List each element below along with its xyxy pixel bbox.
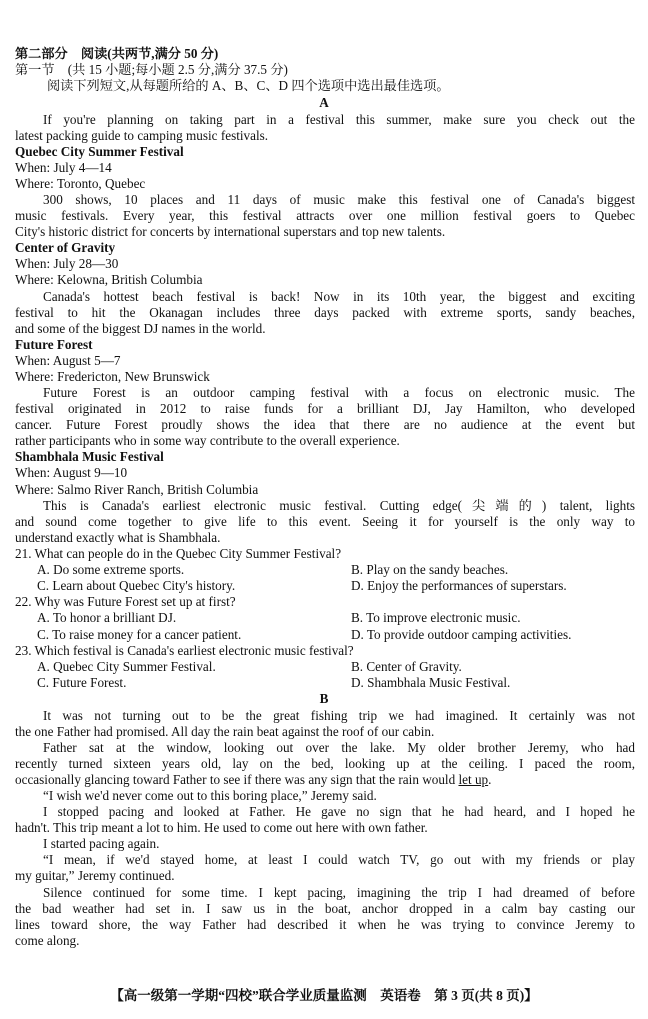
passage-b-line: the one Father had promised. All day the rain beat against the roof of our cabin. <box>15 724 435 739</box>
festival-when: When: August 5—7 <box>15 353 121 368</box>
passage-b-line: I stopped pacing and looked at Father. He gave no sign that he had heard, and I hoped he <box>43 804 635 819</box>
festival-body-line: festival originated in 2012 to raise funds for a brilliant DJ, Jay Hamilton, who developed <box>15 401 635 416</box>
festival-body-line: City's historic district for concerts by international superstars and top new talents. <box>15 224 446 239</box>
festival-when: When: July 4—14 <box>15 160 112 175</box>
passage-b-line: Father sat at the window, looking out over the lake. My older brother Jeremy, who had <box>43 740 635 755</box>
page-footer: 【高一级第一学期“四校”联合学业质量监测 英语卷 第 3 页(共 8 页)】 <box>110 988 538 1003</box>
answer-option: B. Center of Gravity. <box>351 659 462 674</box>
festival-name: Shambhala Music Festival <box>15 449 164 464</box>
answer-option: A. Do some extreme sports. <box>37 562 185 577</box>
passage-b-line: the bad weather had set in. I saw us in the boat, anchor dropped in a calm bay casting our <box>15 901 635 916</box>
festival-body-line: and some of the biggest DJ names in the world. <box>15 321 266 336</box>
answer-option: D. Enjoy the performances of superstars. <box>351 578 567 593</box>
passage-b-text: occasionally glancing toward Father to see if there was any sign that the rain would <box>15 772 459 787</box>
answer-option: A. Quebec City Summer Festival. <box>37 659 216 674</box>
question-stem: 22. Why was Future Forest set up at first? <box>15 594 236 609</box>
passage-b-line: “I mean, if we'd stayed home, at least I could watch TV, go out with my friends or play <box>43 852 635 867</box>
festival-body-line: festival to hit the Okanagan includes three days packed with extreme sports, sandy beaches, <box>15 305 635 320</box>
festival-name: Future Forest <box>15 337 93 352</box>
answer-option: C. Future Forest. <box>37 675 127 690</box>
answer-option: D. To provide outdoor camping activities. <box>351 627 572 642</box>
passage-b-line: lines toward shore, the way Father had described it when he was trying to convince Jeremy to <box>15 917 635 932</box>
section-title: 第一节 (共 15 小题;每小题 2.5 分,满分 37.5 分) <box>15 62 288 77</box>
answer-option: D. Shambhala Music Festival. <box>351 675 511 690</box>
festival-body-line: and sound come together to give life to this event. Seeing it for yourself is the only way to <box>15 514 635 529</box>
festival-when: When: July 28—30 <box>15 256 119 271</box>
answer-option: A. To honor a brilliant DJ. <box>37 610 177 625</box>
underlined-phrase: let up <box>458 772 489 787</box>
festival-body-line: understand exactly what is Shambhala. <box>15 530 221 545</box>
festival-where: Where: Toronto, Quebec <box>15 176 146 191</box>
festival-body-line: Future Forest is an outdoor camping festival with a focus on electronic music. The <box>43 385 635 400</box>
question-stem: 23. Which festival is Canada's earliest electronic music festival? <box>15 643 354 658</box>
instructions: 阅读下列短文,从每题所给的 A、B、C、D 四个选项中选出最佳选项。 <box>47 78 450 93</box>
festival-body-line: cancer. Future Forest proudly shows the idea that there are no audience at the event but <box>15 417 635 432</box>
passage-b-line: I started pacing again. <box>43 836 160 851</box>
answer-option: B. Play on the sandy beaches. <box>351 562 509 577</box>
passage-b-line: Silence continued for some time. I kept pacing, imagining the trip I had dreamed of before <box>43 885 635 900</box>
answer-option: C. Learn about Quebec City's history. <box>37 578 236 593</box>
answer-option: C. To raise money for a cancer patient. <box>37 627 242 642</box>
passage-b-line: It was not turning out to be the great fishing trip we had imagined. It certainly was not <box>43 708 635 723</box>
passage-a-label: A <box>319 95 329 110</box>
answer-option: B. To improve electronic music. <box>351 610 521 625</box>
festival-when: When: August 9—10 <box>15 465 128 480</box>
festival-where: Where: Salmo River Ranch, British Columbia <box>15 482 259 497</box>
passage-b-line: recently turned sixteen years old, lay on the bed, looking up at the ceiling. I paced the room, <box>15 756 635 771</box>
passage-b-line: come along. <box>15 933 80 948</box>
festival-where: Where: Kelowna, British Columbia <box>15 272 203 287</box>
festival-name: Quebec City Summer Festival <box>15 144 184 159</box>
passage-a-intro-line: If you're planning on taking part in a festival this summer, make sure you check out the <box>43 112 635 127</box>
question-stem: 21. What can people do in the Quebec City Summer Festival? <box>15 546 342 561</box>
festival-body-line: 300 shows, 10 places and 11 days of music make this festival one of Canada's biggest <box>43 192 635 207</box>
passage-b-text: . <box>488 772 492 787</box>
passage-b-line: hadn't. This trip meant a lot to him. He used to come out here with own father. <box>15 820 428 835</box>
festival-body-line: Canada's hottest beach festival is back! Now in its 10th year, the biggest and exciting <box>43 289 635 304</box>
festival-where: Where: Fredericton, New Brunswick <box>15 369 210 384</box>
festival-body-line: music festivals. Every year, this festival attracts over one million festival goers to Quebec <box>15 208 635 223</box>
passage-a-intro-line: latest packing guide to camping music festivals. <box>15 128 269 143</box>
passage-b-line: “I wish we'd never come out to this boring place,” Jeremy said. <box>43 788 377 803</box>
festival-body-line: rather participants who in some way contribute to the overall experience. <box>15 433 400 448</box>
passage-b-line <box>15 772 635 788</box>
passage-b-label: B <box>319 691 329 706</box>
festival-body-line: This is Canada's earliest electronic music festival. Cutting edge(尖端的) talent, lights <box>43 498 635 513</box>
festival-name: Center of Gravity <box>15 240 116 255</box>
passage-b-line: my guitar,” Jeremy continued. <box>15 868 175 883</box>
part-title: 第二部分 阅读(共两节,满分 50 分) <box>15 46 219 61</box>
